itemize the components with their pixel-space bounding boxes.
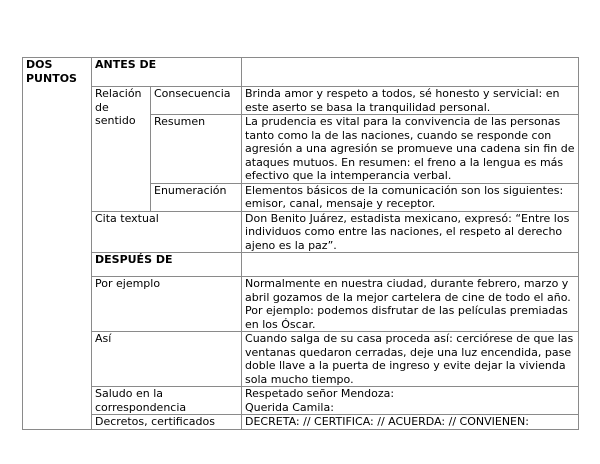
table-row	[23, 58, 579, 87]
enumeracion-label: Enumeración	[151, 183, 242, 211]
table-row	[23, 87, 579, 115]
consecuencia-text: Brinda amor y respeto a todos, sé honesto y servicial: en este aserto se basa la tranquilidad personal.	[242, 87, 579, 115]
relacion-de-sentido-label: Relación de sentido	[92, 87, 151, 212]
cita-textual-label: Cita textual	[92, 211, 242, 253]
resumen-text: La prudencia es vital para la convivencia de las personas tanto como la de las naciones, cuando se responde con agresión a una agresión se promueve una cadena sin fin de ataques mutuos. En resumen: el freno a la lengua es más efectivo que la intemperancia verbal.	[242, 115, 579, 184]
saludo-text	[242, 387, 579, 415]
por-ejemplo-label: Por ejemplo	[92, 277, 242, 332]
asi-text: Cuando salga de su casa proceda así: cerciórese de que las ventanas quedaron cerradas, deje una luz encendida, pase doble llave a la puerta de ingreso y evite dejar la vivienda sola mucho tiempo.	[242, 332, 579, 387]
table-row	[23, 387, 579, 415]
por-ejemplo-text: Normalmente en nuestra ciudad, durante febrero, marzo y abril gozamos de la mejor cartelera de cine de todo el año. Por ejemplo: podemos disfrutar de las películas premiadas en los Óscar.	[242, 277, 579, 332]
consecuencia-label: Consecuencia	[151, 87, 242, 115]
saludo-line-1: Respetado señor Mendoza:	[245, 387, 395, 400]
cita-textual-text: Don Benito Juárez, estadista mexicano, expresó: “Entre los individuos como entre las naciones, el respeto al derecho ajeno es la paz”.	[242, 211, 579, 253]
table-row	[23, 211, 579, 253]
saludo-line-2: Querida Camila:	[245, 400, 334, 414]
saludo-label: Saludo en la correspondencia	[92, 387, 242, 415]
dos-puntos-table	[22, 57, 579, 430]
empty-cell	[242, 253, 579, 277]
main-label: DOS PUNTOS	[23, 58, 92, 430]
table-row	[23, 415, 579, 430]
section-despues-de: DESPUÉS DE	[92, 253, 242, 277]
decretos-text: DECRETA: // CERTIFICA: // ACUERDA: // CONVIENEN:	[242, 415, 579, 430]
table-row	[23, 253, 579, 277]
asi-label: Así	[92, 332, 242, 387]
resumen-label: Resumen	[151, 115, 242, 184]
section-antes-de: ANTES DE	[92, 58, 242, 87]
table-row	[23, 277, 579, 332]
decretos-label: Decretos, certificados	[92, 415, 242, 430]
empty-cell	[242, 58, 579, 87]
table-row	[23, 332, 579, 387]
enumeracion-text: Elementos básicos de la comunicación son los siguientes: emisor, canal, mensaje y receptor.	[242, 183, 579, 211]
